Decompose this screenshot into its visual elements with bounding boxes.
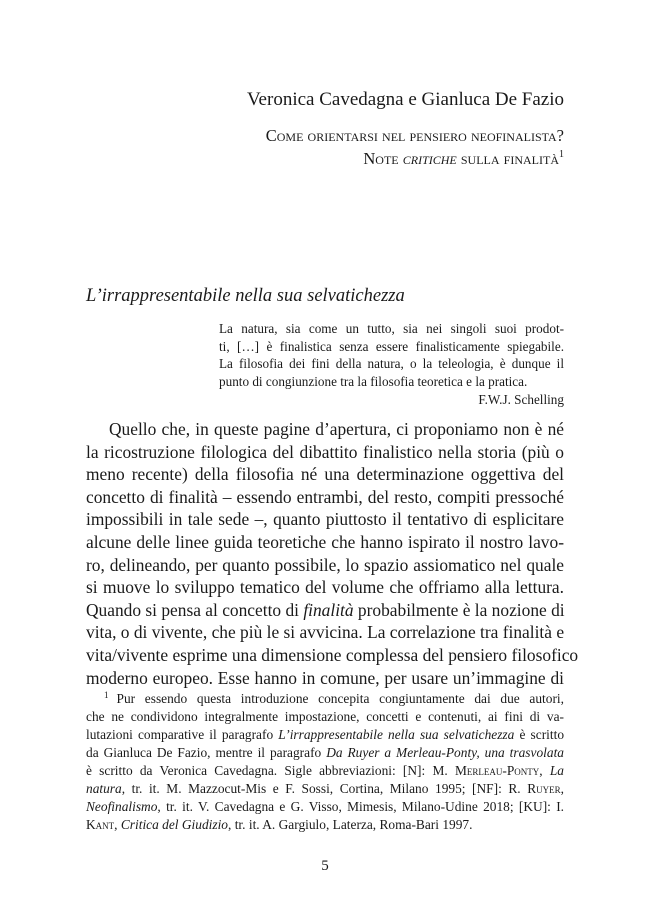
section-heading: L’irrappresentabile nella sua selvatichezza <box>86 286 405 306</box>
footnote-italic-text: Critica del Giudizio <box>120 817 229 832</box>
footnote-italic-text: La <box>549 763 564 778</box>
footnote-line <box>86 762 564 780</box>
footnote-line <box>86 780 564 798</box>
chapter-title <box>266 124 564 170</box>
body-line: ro, delineando, per quanto possibile, lo spazio assiomatico nel quale <box>86 554 564 575</box>
footnote-line <box>86 690 564 708</box>
footnote-line <box>86 726 564 744</box>
body-line: moderno europeo. Esse hanno in comune, per usare un’immagine di <box>86 667 564 688</box>
footnote-text: è scritto da Veronica Cavedagna. Sigle abbreviazioni: [N]: M. <box>86 763 455 778</box>
title-italic-text: critiche <box>402 149 457 168</box>
body-text: probabilmente è la nozione di <box>353 599 565 620</box>
footnote-italic-text: Neofinalismo <box>86 799 158 814</box>
epigraph-line: ti, […] è finalistica senza essere finalisticamente spiegabile. <box>219 338 564 354</box>
footnote-text: , tr. it. V. Cavedagna e G. Visso, Mimesis, Milano-Udine 2018; [KU]: I. <box>157 799 564 814</box>
body-line: si muove lo sviluppo tematico del volume che offriamo alla lettura. <box>86 577 564 598</box>
footnote-line <box>86 816 564 834</box>
footnote-text: , tr. it. A. Gargiulo, Laterza, Roma-Bari 1997. <box>228 817 473 832</box>
footnote-smallcaps-text: Kant <box>86 817 115 832</box>
page-number: 5 <box>321 858 329 874</box>
body-text: Quando si pensa al concetto di <box>86 599 304 620</box>
body-line: la ricostruzione filologica del dibattito finalistico nella storia (più o <box>86 441 564 462</box>
footnote-italic-text: Da Ruyer a Merleau-Ponty, una trasvolata <box>326 745 564 760</box>
footnote-marker: 1 <box>104 690 109 700</box>
body-line: alcune delle linee guida teoretiche che hanno ispirato il nostro lavo- <box>86 531 564 552</box>
footnote-line <box>86 798 564 816</box>
epigraph-line: La filosofia dei fini della natura, o la teleologia, è dunque il <box>219 356 564 371</box>
footnote-smallcaps-text: Ruyer <box>527 781 561 796</box>
body-line <box>86 599 564 622</box>
title-text: sulla finalità <box>456 149 559 168</box>
footnote-line <box>86 744 564 762</box>
epigraph-attribution: F.W.J. Schelling <box>478 392 564 407</box>
footnote-text: è scritto <box>514 727 565 742</box>
footnote-line: che ne condividono integralmente impostazione, concetti e contenuti, ai fini di va- <box>86 709 564 724</box>
footnote-text: , <box>114 817 121 832</box>
footnote-italic-text: L’irrappresentabile nella sua selvatichezza <box>278 727 515 742</box>
title-text: Note <box>363 149 403 168</box>
footnote-text: , <box>539 763 550 778</box>
body-line: meno recente) della filosofia né una determinazione oggettiva del <box>86 464 564 485</box>
footnote-italic-text: natura <box>86 781 122 796</box>
epigraph-line: La natura, sia come un tutto, sia nei singoli suoi prodot- <box>219 321 564 336</box>
footnote-text: lutazioni comparative il paragrafo <box>86 727 279 742</box>
body-line: concetto di finalità – essendo entrambi, del resto, compiti pressoché <box>86 486 564 507</box>
body-italic-text: finalità <box>303 599 354 620</box>
body-line: vita, o di vivente, che più le si avvicina. La correlazione tra finalità e <box>86 622 565 643</box>
footnote-text: , <box>560 781 564 796</box>
chapter-title-line-2 <box>266 147 564 170</box>
body-line: impossibili in tale sede –, quanto piuttosto il tentativo di esplicitare <box>86 509 564 530</box>
footnote-text: da Gianluca De Fazio, mentre il paragrafo <box>86 745 327 760</box>
footnote-smallcaps-text: Merleau-Ponty <box>454 763 540 778</box>
footnote-text: , tr. it. M. Mazzocut-Mis e F. Sossi, Cortina, Milano 1995; [NF]: R. <box>121 781 528 796</box>
body-line: vita/vivente esprime una dimensione complessa del pensiero filosofico <box>86 644 579 665</box>
body-paragraph <box>86 418 579 689</box>
footnote-reference: 1 <box>559 149 564 160</box>
chapter-authors: Veronica Cavedagna e Gianluca De Fazio <box>246 89 564 110</box>
footnote <box>86 690 564 834</box>
epigraph <box>219 320 564 409</box>
epigraph-line: punto di congiunzione tra la filosofia teoretica e la pratica. <box>219 373 528 389</box>
footnote-text: Pur essendo questa introduzione concepita congiuntamente dai due autori, <box>116 691 564 706</box>
chapter-title-line-1: Come orientarsi nel pensiero neofinalista? <box>265 126 564 145</box>
body-line: Quello che, in queste pagine d’apertura, ci proponiamo non è né <box>109 419 564 439</box>
